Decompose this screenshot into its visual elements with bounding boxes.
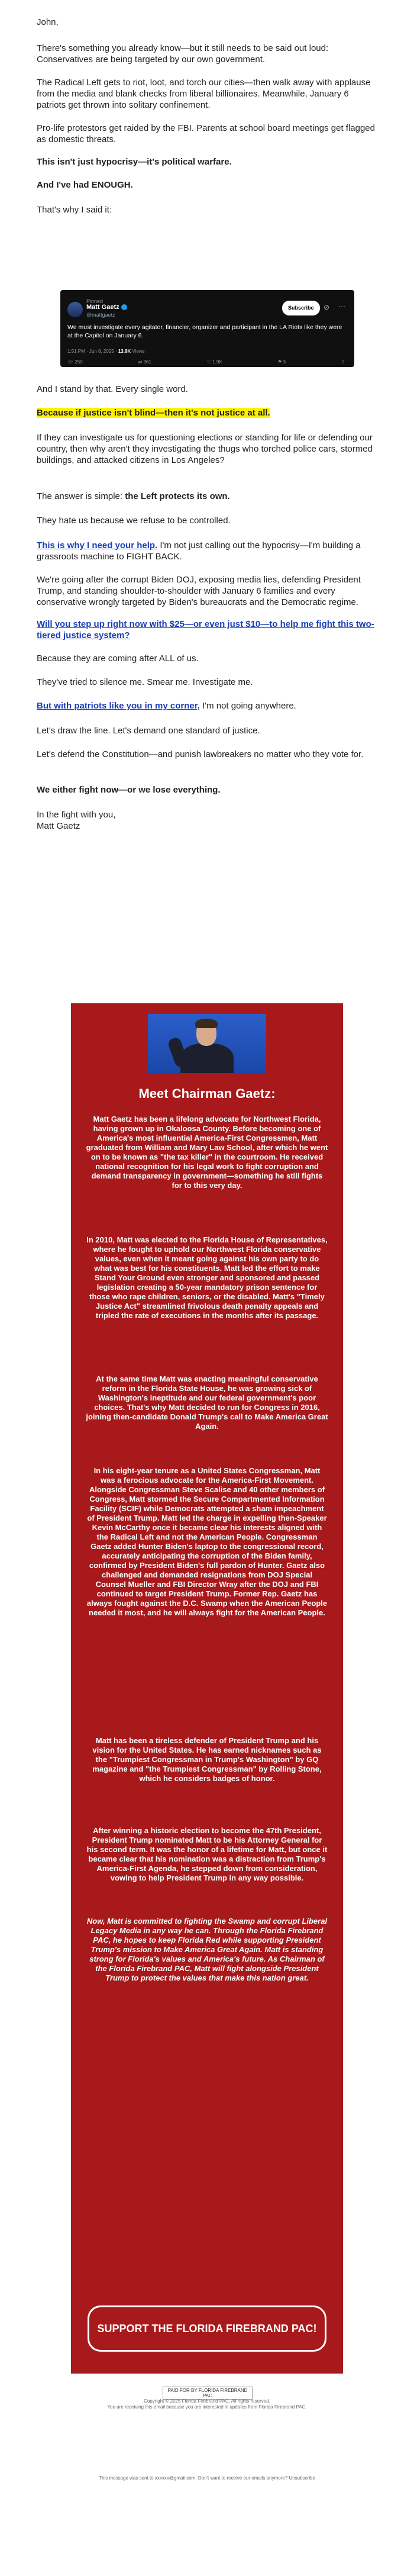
pinned-label: Pinned (86, 298, 104, 304)
donate-link[interactable]: But with patriots like you in my corner, (37, 701, 200, 711)
paragraph: They've tried to silence me. Smear me. Investigate me. (37, 677, 253, 687)
paragraph: Let's defend the Constitution—and punish lawbreakers no matter who they vote for. (37, 749, 364, 759)
paragraph-bold: We either fight now—or we lose everything. (37, 785, 221, 795)
bio-paragraph: After winning a historic election to become the 47th President, President Trump nominated Matt to be his Attorney General for his second term. It was the honor of a lifetime for Matt, but once it became clear that his nomination was a distraction from Trump's America-First Agenda, he stepped down from consideration, vowing to help President Trump in any way possible. (86, 1826, 328, 1882)
grok-icon[interactable]: ⊘ (324, 303, 330, 311)
tweet-text: We must investigate every agitator, financier, organizer and participant in the LA Riots like they were at the Capitol on January 6. (67, 324, 342, 339)
greeting: John, (37, 17, 59, 27)
paragraph: The answer is simple: the Left protects its own. (37, 491, 230, 501)
paragraph: And I stand by that. Every single word. (37, 384, 188, 394)
unsubscribe-link[interactable]: Unsubscribe (289, 2475, 315, 2481)
paragraph: That's why I said it: (37, 205, 112, 215)
paragraph: Because they are coming after ALL of us. (37, 653, 199, 664)
signature: Matt Gaetz (37, 821, 80, 831)
like-button[interactable]: ♡ 1.9K (206, 359, 222, 365)
donate-link[interactable]: This is why I need your help. (37, 540, 158, 550)
embedded-tweet[interactable] (60, 290, 354, 367)
paragraph: But with patriots like you in my corner, I'm not going anywhere. (37, 701, 296, 711)
highlighted-paragraph: Because if justice isn't blind—then it's not justice at all. (37, 408, 270, 418)
paid-for-notice: PAID FOR BY FLORIDA FIREBRAND PAC (163, 2387, 253, 2400)
bookmark-button[interactable]: ⚑ 5 (277, 359, 286, 365)
paragraph: They hate us because we refuse to be controlled. (37, 516, 231, 526)
paragraph: There's something you already know—but it still needs to be said out loud: Conservatives are being targeted by our own government. (37, 43, 329, 65)
paragraph: This is why I need your help. I'm not just calling out the hypocrisy—I'm building a grassroots machine to FIGHT BACK. (37, 540, 361, 562)
more-options-icon[interactable]: ··· (338, 302, 345, 310)
bio-paragraph: In his eight-year tenure as a United States Congressman, Matt was a ferocious advocate for the America-First Movement. Alongside Congressman Steve Scalise and 40 other members of Congress, Matt stormed the Secure Compartmented Information Facility (SCIF) while Democrats attempted a sham impeachment of President Trump. Matt led the charge in expelling then-Speaker Kevin McCarthy once it became clear his interests aligned with the Radical Left and not the American People. Congressman Gaetz added Hunter Biden's laptop to the congressional record, accurately anticipating the corruption of the Biden family, confirmed by President Biden's full pardon of Hunter. Gaetz also challenged and demanded resignations from DOJ Special Counsel Mueller and FBI Director Wray after the DOJ and FBI continued to target President Trump. Former Rep. Gaetz has always fought against the D.C. Swamp when the American People needed it most, and he will always fight for the American People. (86, 1466, 328, 1617)
bio-title: Meet Chairman Gaetz: (138, 1086, 276, 1101)
tweet-actions (67, 356, 345, 368)
tweet-handle: @mattgaetz (86, 312, 115, 318)
tweet-meta: 1:51 PM · Jun 8, 2025 · 13.9K Views (67, 349, 145, 354)
paragraph-bold: And I've had ENOUGH. (37, 180, 133, 190)
share-icon[interactable]: ⇪ (341, 359, 345, 365)
bio-paragraph: In 2010, Matt was elected to the Florida House of Representatives, where he fought to uphold our Northwest Florida conservative values, even when it meant going against his own party to do what was best for his constituents. Matt led the effort to make Stand Your Ground even stronger and sponsored and passed legislation creating a 50-year mandatory prison sentence for those who rape children, seniors, or the disabled. Matt's "Timely Justice Act" streamlined frivolous death penalty appeals and tripled the rate of executions in the months after its passage. (86, 1235, 328, 1320)
bio-paragraph: Matt has been a tireless defender of President Trump and his vision for the United States. He has earned nicknames such as the "Trumpiest Congressman in Trump's Washington" by GQ magazine and "the Trumpiest Congressman" by Rolling Stone, which he considers badges of honor. (92, 1736, 322, 1783)
subscription-reason: You are receiving this email because you are interested in updates from Florida Firebrand PAC. (107, 2404, 307, 2410)
recipient-email-link[interactable]: xxxxxx@gmail.com (154, 2475, 196, 2481)
bio-section (71, 1003, 343, 2374)
avatar (67, 302, 83, 317)
verified-icon (121, 304, 127, 310)
paragraph-bold: This isn't just hypocrisy—it's political warfare. (37, 157, 232, 167)
support-pac-button[interactable]: SUPPORT THE FLORIDA FIREBRAND PAC! (88, 2305, 326, 2352)
paragraph: Let's draw the line. Let's demand one standard of justice. (37, 726, 260, 736)
paragraph: If they can investigate us for questioning elections or standing for life or defending our country, then why aren't they investigating the thugs who torched police cars, stormed buildings, and attacked citizens in Los Angeles? (37, 433, 373, 465)
unsubscribe-line: This message was sent to xxxxxx@gmail.com. Don't want to receive our emails anymore? Unsubscribe (99, 2475, 315, 2481)
bio-paragraph: At the same time Matt was enacting meaningful conservative reform in the Florida State House, he was growing sick of Washington's ineptitude and our federal government's poor choices. That's why Matt decided to run for Congress in 2016, joining then-candidate Donald Trump's call to Make America Great Again. (86, 1374, 328, 1431)
repost-button[interactable]: ⇄ 361 (138, 359, 151, 365)
signoff: In the fight with you, (37, 810, 116, 820)
tweet-author-name: Matt Gaetz (86, 302, 127, 313)
bio-paragraph: Now, Matt is committed to fighting the Swamp and corrupt Liberal Legacy Media in any way he can. Through the Florida Firebrand PAC, he hopes to keep Florida Red while supporting President Trump's mission to Make America Great Again. Matt is standing strong for Florida's values and America's future. As Chairman of the Florida Firebrand PAC, Matt will fight alongside President Trump to protect the values that make this nation great. (86, 1917, 328, 1982)
subscribe-button[interactable]: Subscribe (282, 301, 320, 315)
paragraph: The Radical Left gets to riot, loot, and torch our cities—then walk away with applause from the media and blank checks from liberal billionaires. Meanwhile, January 6 patriots get thrown into solitary confinement. (37, 78, 371, 110)
bio-paragraph: Matt Gaetz has been a lifelong advocate for Northwest Florida, having grown up in Okaloosa County. Before becoming one of America's most influential America-First Congressmen, Matt graduated from William and Mary Law School, after which he went on to be known as "the tax killer" in the courtroom. He received national recognition for his legal work to fight corruption and demand transparency in government—something he still fights for to this very day. (86, 1115, 328, 1190)
reply-button[interactable]: 💬︎ 250 (67, 359, 83, 365)
paragraph (37, 619, 380, 641)
paragraph: Pro-life protestors get raided by the FBI. Parents at school board meetings get flagged as domestic threats. (37, 123, 375, 144)
donate-link[interactable]: Will you step up right now with $25—or even just $10—to help me fight this two-tiered justice system? (37, 619, 374, 640)
portrait-photo (148, 1014, 266, 1073)
paragraph: We're going after the corrupt Biden DOJ, exposing media lies, defending President Trump, and standing shoulder-to-shoulder with January 6 families and every conservative wrongly targeted by Biden's bureaucrats and the Democratic regime. (37, 575, 361, 607)
copyright-text: Copyright © 2025 Florida Firebrand PAC, All rights reserved. (144, 2398, 270, 2404)
